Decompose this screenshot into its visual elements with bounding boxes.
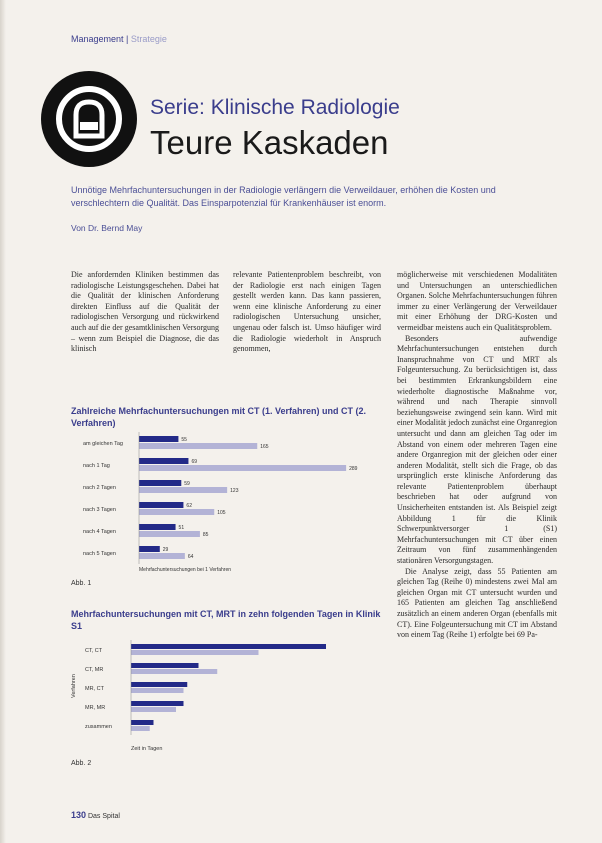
bar-series-2 xyxy=(131,726,150,731)
footer-caption: Mehrfachuntersuchungen bei 1 Verfahren xyxy=(139,567,232,573)
body-paragraph: relevante Patientenproblem beschreibt, von der Radiologie erst nach einigen Tagen gestellt werden kann. Das kann passieren, wenn eine klinische Anforderung zu einer radiologischen Untersuchung unsicher, ungenau oder falsch ist. Umso häufiger wird die Radiologie wiederholt in Anspruch genommen, xyxy=(233,270,381,354)
page-spine-shadow xyxy=(0,0,6,843)
figure-2-chart xyxy=(71,638,386,762)
body-paragraph: Besonders aufwendige Mehrfachuntersuchungen entstehen durch Inanspruchnahme von CT und MRT als Folgeuntersuchung. Zu berücksichtigen ist, dass bei bestimmten Erkrankungsbildern eine wiederholte diagnostische Maßnahme vor, während und nach Therapie sinnvoll beziehungsweise zwingend sein kann. Wird mit einer Modalität jedoch zunächst eine Organregion untersucht und dann am gleichen Tag oder im Abstand von einem oder mehreren Tagen eine andere Organregion mit der gleichen oder einer anderen Modalität, stellt sich die Frage, ob das ursprünglich erste klinische Anforderung das relevante Patientenproblem überhaupt beschrieben hat oder aufgrund von Unsicherheiten entstanden ist. Als Beispiel zeigt Abbildung 1 für die Klinik Schwerpunktversorger 1 (S1) Mehrfachuntersuchungen mit CT über einen Zeitraum von fünf zusammenhängenden stationären Versorgungstagen. xyxy=(397,333,558,566)
bar-series-1 xyxy=(131,701,184,706)
magazine-name: Das Spital xyxy=(87,813,120,820)
bar-series-2 xyxy=(139,531,200,537)
bar-value-label: 123 xyxy=(230,488,239,494)
bar-series-2 xyxy=(139,487,227,493)
category-label: nach 5 Tagen xyxy=(83,551,116,557)
bar-series-1 xyxy=(139,502,183,508)
bar-series-1 xyxy=(131,644,326,649)
bar-value-label: 165 xyxy=(260,444,269,450)
bar-series-1 xyxy=(131,682,187,687)
series-title: Serie: Klinische Radiologie xyxy=(150,96,400,119)
bar-value-label: 59 xyxy=(184,481,190,487)
bar-value-label: 105 xyxy=(217,510,226,516)
bar-series-1 xyxy=(139,436,178,442)
figure-2-title: Mehrfachuntersuchungen mit CT, MRT in zehn folgenden Tagen in Klinik S1 xyxy=(71,609,381,631)
bar-series-2 xyxy=(139,509,214,515)
bar-series-2 xyxy=(131,707,176,712)
figure-1-chart xyxy=(71,430,386,580)
bar-value-label: 29 xyxy=(162,547,169,553)
category-label: nach 3 Tagen xyxy=(83,507,116,513)
article-author: Von Dr. Bernd May xyxy=(71,223,143,233)
figure-2-caption: Abb. 2 xyxy=(71,760,92,767)
bar-series-1 xyxy=(131,720,154,725)
bar-series-1 xyxy=(131,663,199,668)
bar-series-2 xyxy=(139,443,257,449)
radiology-series-icon xyxy=(40,70,138,168)
body-column-3 xyxy=(397,270,557,641)
body-paragraph: möglicherweise mit verschiedenen Modalitäten und Untersuchungen an unterschiedlichen Organen. Solche Mehrfachuntersuchungen führen immer zu einer Verlängerung der Verweildauer mit einer Erhöhung der DRG-Kosten und vermeidbar meistens auch ein Qualitätsproblem. xyxy=(397,270,557,332)
section-breadcrumb xyxy=(71,34,167,44)
category-label: nach 1 Tag xyxy=(83,463,110,469)
x-axis-title: Zeit in Tagen xyxy=(131,746,163,752)
bar-series-1 xyxy=(139,546,160,552)
bar-value-label: 289 xyxy=(349,466,358,472)
section-name: Management xyxy=(71,34,124,44)
bar-series-2 xyxy=(131,669,217,674)
y-axis-title: Verfahren xyxy=(71,674,77,698)
category-label: CT, MR xyxy=(85,667,104,673)
page-number: 130 xyxy=(71,810,87,820)
category-label: nach 2 Tagen xyxy=(83,485,116,491)
category-label: CT, CT xyxy=(85,648,103,654)
bar-value-label: 64 xyxy=(187,554,194,560)
bar-series-2 xyxy=(139,553,185,559)
body-column-1 xyxy=(71,270,219,355)
subsection-name: Strategie xyxy=(130,34,167,44)
bar-value-label: 85 xyxy=(202,532,209,538)
bar-series-1 xyxy=(139,480,181,486)
article-headline: Teure Kaskaden xyxy=(150,124,389,161)
body-paragraph: Die anfordernden Kliniken bestimmen das radiologische Leistungsgeschehen. Dabei hat die Qualität der klinischen Anforderung direkten Einfluss auf die Qualität der radiologischen Versorgung und rückwirkend auch auf die der gesamtklinischen Versorgung – wenn zum Beispiel die Diagnose, die das klinisch xyxy=(71,270,219,354)
category-label: MR, MR xyxy=(85,705,106,711)
bar-series-2 xyxy=(131,688,184,693)
figure-1-title: Zahlreiche Mehrfachuntersuchungen mit CT (1. Verfahren) und CT (2. Verfahren) xyxy=(71,406,367,428)
article-lead: Unnötige Mehrfachuntersuchungen in der Radiologie verlängern die Verweildauer, erhöhen die Kosten und verschlechtern die Qualität. Das Einsparpotenzial für Krankenhäuser ist enorm. xyxy=(71,185,496,208)
bar-value-label: 55 xyxy=(181,437,187,443)
bar-series-2 xyxy=(131,650,259,655)
category-label: zusammen xyxy=(85,724,112,730)
body-paragraph: Die Analyse zeigt, dass 55 Patienten am gleichen Tag (Reihe 0) mindestens zwei Mal am gleichen Organ mit CT untersucht wurden und 165 Patienten am gleichen Tag anschließend zusätzlich an einem anderen Organ (ebenfalls mit CT). Eine Folgeuntersuchung mit CT im Abstand von einem Tag (Reihe 1) erfolgte bei 69 Pa- xyxy=(397,566,557,640)
section-separator: | xyxy=(123,34,131,44)
category-label: MR, CT xyxy=(85,686,104,692)
category-label: am gleichen Tag xyxy=(83,441,123,447)
bar-value-label: 51 xyxy=(178,525,185,531)
body-column-2 xyxy=(233,270,381,355)
bar-value-label: 62 xyxy=(186,503,192,509)
bar-value-label: 69 xyxy=(191,459,198,465)
bar-series-2 xyxy=(139,465,346,471)
figure-1-caption: Abb. 1 xyxy=(71,580,92,587)
bar-series-1 xyxy=(139,458,188,464)
bar-series-1 xyxy=(139,524,176,530)
page-footer xyxy=(71,810,120,820)
category-label: nach 4 Tagen xyxy=(83,529,116,535)
